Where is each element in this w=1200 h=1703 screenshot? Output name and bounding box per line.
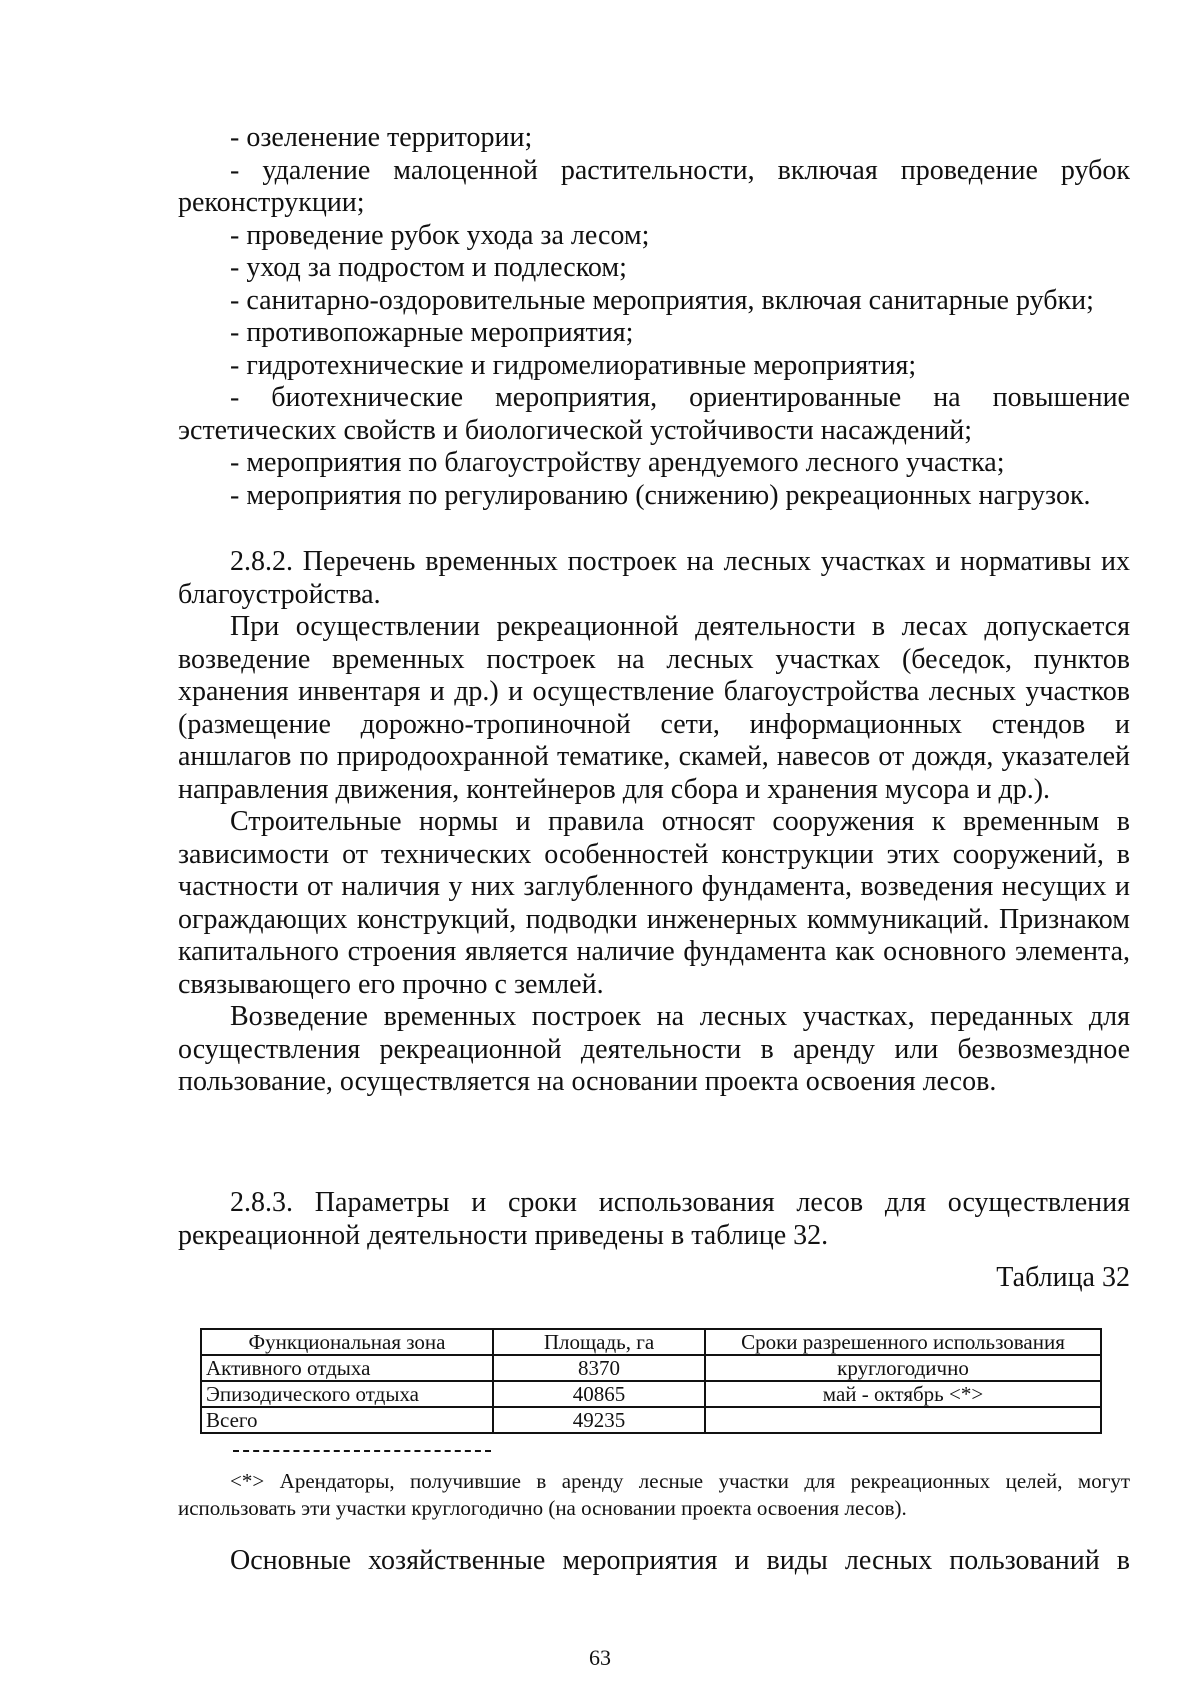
section-2-8-2 bbox=[178, 546, 1130, 1099]
list-item: - противопожарные мероприятия; bbox=[230, 317, 634, 348]
header-area: Площадь, га bbox=[493, 1329, 705, 1355]
cell-area: 49235 bbox=[493, 1407, 705, 1433]
cell-zone: Всего bbox=[201, 1407, 493, 1433]
cell-terms bbox=[705, 1407, 1101, 1433]
list-item: - озеленение территории; bbox=[230, 122, 533, 153]
cell-area: 8370 bbox=[493, 1355, 705, 1381]
paragraph: Основные хозяйственные мероприятия и виды лесных пользований в bbox=[230, 1545, 1130, 1576]
section-heading: 2.8.2. Перечень временных построек на лесных участках и нормативы их благоустройства. bbox=[178, 546, 1130, 610]
header-zone: Функциональная зона bbox=[201, 1329, 493, 1355]
table-caption: Таблица 32 bbox=[996, 1262, 1130, 1293]
table-row bbox=[201, 1381, 1101, 1407]
list-item: - мероприятия по регулированию (снижению) рекреационных нагрузок. bbox=[230, 479, 1091, 511]
footnote bbox=[178, 1468, 1130, 1522]
cell-zone: Эпизодического отдыха bbox=[201, 1381, 493, 1407]
cell-terms: май - октябрь <*> bbox=[705, 1381, 1101, 1407]
cell-area: 40865 bbox=[493, 1381, 705, 1407]
closing-paragraph bbox=[178, 1545, 1130, 1578]
table-row-total bbox=[201, 1407, 1101, 1433]
section-heading: 2.8.3. Параметры и сроки использования лесов для осуществления рекреационной деятельности приведены в таблице 32. bbox=[178, 1187, 1130, 1251]
paragraph: При осуществлении рекреационной деятельности в лесах допускается возведение временных построек на лесных участках (беседок, пунктов хранения инвентаря и др.) и осуществление благоустройства лесных участков (размещение дорожно-тропиночной сети, информационных стендов и аншлагов по природоохранной тематике, скамей, навесов от дождя, указателей направления движения, контейнеров для сбора и хранения мусора и др.). bbox=[178, 611, 1130, 805]
measures-list bbox=[178, 122, 1130, 512]
list-item: - уход за подростом и подлеском; bbox=[230, 252, 627, 283]
list-item: - мероприятия по благоустройству арендуемого лесного участка; bbox=[230, 447, 1005, 478]
cell-zone: Активного отдыха bbox=[201, 1355, 493, 1381]
table-header-row bbox=[201, 1329, 1101, 1355]
list-item: - проведение рубок ухода за лесом; bbox=[230, 219, 650, 251]
paragraph: Строительные нормы и правила относят сооружения к временным в зависимости от технических особенностей конструкции этих сооружений, в частности от наличия у них заглубленного фундамента, возведения несущих и ограждающих конструкций, подводки инженерных коммуникаций. Признаком капитального строения является наличие фундамента как основного элемента, связывающего его прочно с землей. bbox=[178, 806, 1130, 1000]
footnote-separator bbox=[233, 1450, 491, 1452]
paragraph: Возведение временных построек на лесных участках, переданных для осуществления рекреационной деятельности в аренду или безвозмездное пользование, осуществляется на основании проекта освоения лесов. bbox=[178, 1001, 1130, 1097]
list-item: - удаление малоценной растительности, включая проведение рубок реконструкции; bbox=[178, 154, 1130, 218]
cell-terms: круглогодично bbox=[705, 1355, 1101, 1381]
recreation-zones-table bbox=[200, 1328, 1102, 1434]
section-2-8-3 bbox=[178, 1187, 1130, 1252]
page-number: 63 bbox=[589, 1645, 611, 1670]
header-terms: Сроки разрешенного использования bbox=[705, 1329, 1101, 1355]
list-item: - гидротехнические и гидромелиоративные мероприятия; bbox=[230, 349, 917, 381]
footnote-text: <*> Арендаторы, получившие в аренду лесные участки для рекреационных целей, могут использовать эти участки круглогодично (на основании проекта освоения лесов). bbox=[178, 1469, 1130, 1520]
list-item: - санитарно-оздоровительные мероприятия, включая санитарные рубки; bbox=[230, 284, 1094, 316]
list-item: - биотехнические мероприятия, ориентированные на повышение эстетических свойств и биологической устойчивости насаждений; bbox=[178, 382, 1130, 446]
table-row bbox=[201, 1355, 1101, 1381]
